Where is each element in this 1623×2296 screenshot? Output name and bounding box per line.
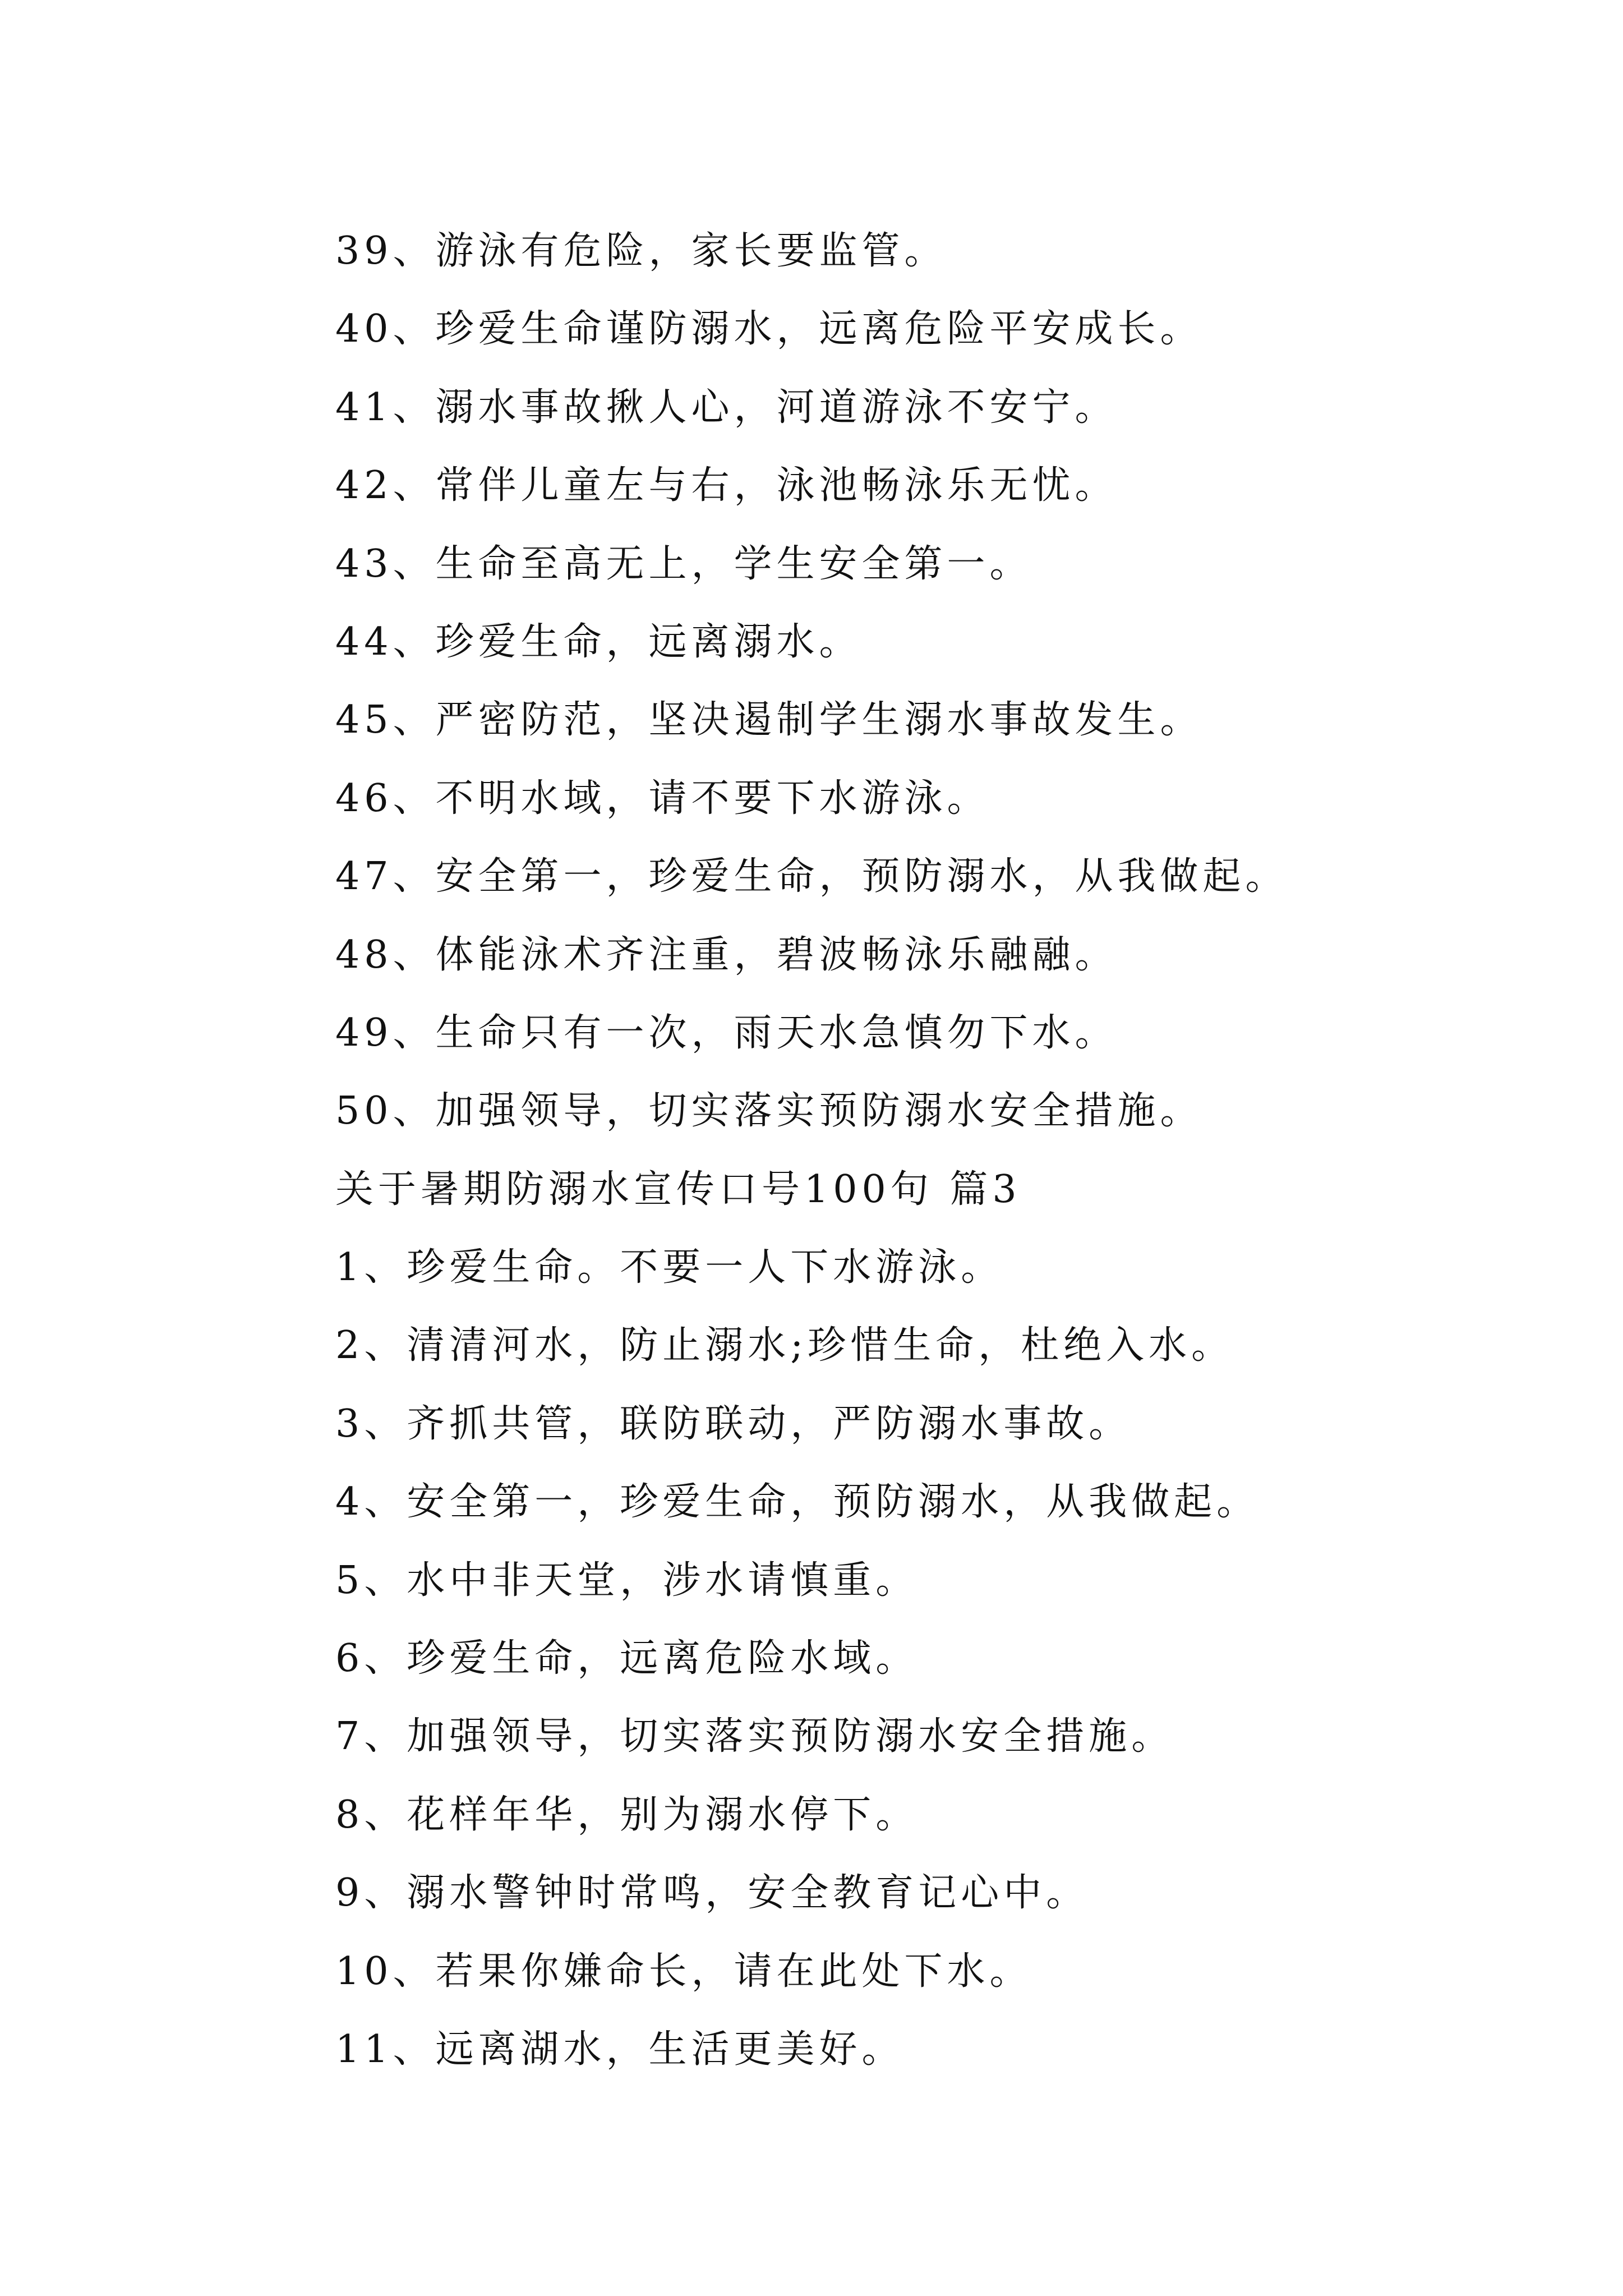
list-item: 44、珍爱生命，远离溺水。	[335, 619, 862, 664]
list-item: 7、加强领导，切实落实预防溺水安全措施。	[335, 1714, 1174, 1759]
section-heading: 关于暑期防溺水宣传口号100句 篇3	[335, 1167, 1021, 1212]
list-item: 39、游泳有危险，家长要监管。	[335, 229, 947, 273]
list-item: 46、不明水域，请不要下水游泳。	[335, 776, 990, 821]
document-body	[335, 212, 1513, 2088]
list-item: 5、水中非天堂，涉水请慎重。	[335, 1558, 919, 1603]
list-item: 45、严密防范，坚决遏制学生溺水事故发生。	[335, 698, 1203, 743]
list-item: 6、珍爱生命，远离危险水域。	[335, 1636, 919, 1681]
list-item: 42、常伴儿童左与右，泳池畅泳乐无忧。	[335, 463, 1118, 508]
list-item: 50、加强领导，切实落实预防溺水安全措施。	[335, 1089, 1203, 1134]
list-item: 10、若果你嫌命长，请在此处下水。	[335, 1949, 1032, 1994]
list-item: 2、清清河水，防止溺水;珍惜生命，杜绝入水。	[335, 1323, 1234, 1368]
list-item: 48、体能泳术齐注重，碧波畅泳乐融融。	[335, 932, 1118, 977]
list-item: 41、溺水事故揪人心，河道游泳不安宁。	[335, 385, 1118, 430]
list-item: 9、溺水警钟时常鸣，安全教育记心中。	[335, 1871, 1089, 1916]
list-item: 43、生命至高无上，学生安全第一。	[335, 541, 1032, 586]
list-item: 4、安全第一，珍爱生命，预防溺水，从我做起。	[335, 1480, 1260, 1525]
list-item: 3、齐抓共管，联防联动，严防溺水事故。	[335, 1401, 1132, 1446]
list-item: 40、珍爱生命谨防溺水，远离危险平安成长。	[335, 307, 1203, 352]
list-item: 49、生命只有一次，雨天水急慎勿下水。	[335, 1010, 1118, 1055]
list-item: 11、远离湖水，生活更美好。	[335, 2027, 905, 2072]
list-item: 1、珍爱生命。不要一人下水游泳。	[335, 1245, 1004, 1290]
list-item: 47、安全第一，珍爱生命，预防溺水，从我做起。	[335, 854, 1288, 899]
list-item: 8、花样年华，别为溺水停下。	[335, 1792, 919, 1837]
